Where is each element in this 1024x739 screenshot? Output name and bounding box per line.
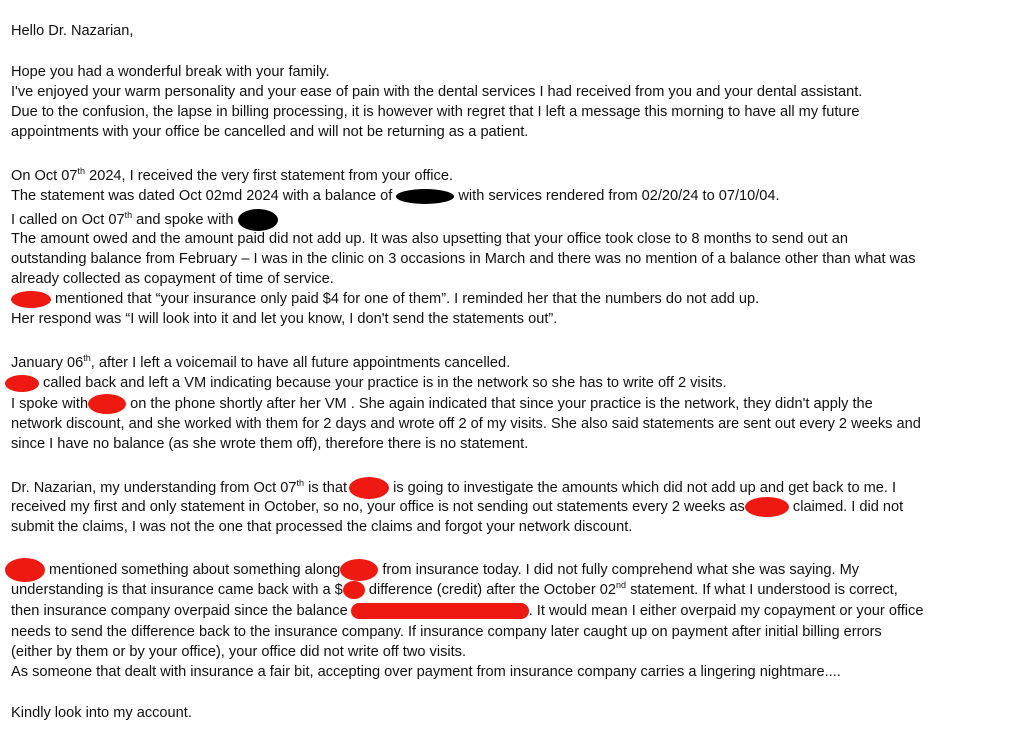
redaction-red <box>349 477 389 499</box>
superscript: th <box>83 353 91 363</box>
text: I called on Oct 07 <box>11 211 125 228</box>
redaction-black <box>238 209 278 231</box>
text: understanding is that insurance came back with a $ <box>11 582 343 598</box>
superscript: th <box>124 209 133 220</box>
redaction-red <box>5 375 39 392</box>
text: is that <box>304 479 348 496</box>
superscript: th <box>296 477 305 488</box>
text: on the phone shortly after her VM . She again indicated that since your practice is the network, they didn't apply the <box>126 396 873 412</box>
paragraph-1-line-3: Due to the confusion, the lapse in billing processing, it is however with regret that I left a message this morning to have all my future <box>11 104 860 120</box>
text: The statement was dated Oct 02md 2024 with a balance of <box>11 188 393 204</box>
text: then insurance company overpaid since the balance <box>11 603 348 619</box>
paragraph-2-line-8: Her respond was “I will look into it and let you know, I don't send the statements out”. <box>11 311 558 327</box>
paragraph-3-line-1 <box>11 353 510 373</box>
paragraph-2-line-4: The amount owed and the amount paid did not add up. It was also upsetting that your office took close to 8 months to send out an <box>11 231 848 247</box>
text: January 06 <box>11 355 84 371</box>
redaction-red <box>88 394 126 414</box>
text: On Oct 07 <box>11 168 78 184</box>
text: I spoke with <box>11 396 89 412</box>
text: received my first and only statement in October, so no, your office is not sending out statements every 2 weeks as <box>11 499 745 515</box>
paragraph-4-line-3: submit the claims, I was not the one that processed the claims and forgot your network discount. <box>11 519 633 535</box>
redaction-red <box>745 497 789 517</box>
text: from insurance today. I did not fully comprehend what she was saying. My <box>378 561 860 578</box>
superscript: nd <box>616 580 627 590</box>
text: mentioned that “your insurance only paid $4 for one of them”. I reminded her that the numbers do not add up. <box>51 291 760 307</box>
paragraph-5-line-6: As someone that dealt with insurance a fair bit, accepting over payment from insurance company carries a lingering nightmare.... <box>11 664 841 680</box>
paragraph-5-line-3 <box>11 601 923 621</box>
redaction-red <box>11 291 51 308</box>
redaction-red <box>5 558 45 582</box>
text: difference (credit) after the October 02 <box>364 582 616 598</box>
text: , after I left a voicemail to have all future appointments cancelled. <box>90 355 511 371</box>
text: with services rendered from 02/20/24 to 07/10/04. <box>454 188 780 204</box>
text: and spoke with <box>132 211 234 228</box>
text: statement. If what I understood is correct, <box>626 582 898 598</box>
redaction-black <box>396 189 454 204</box>
text: Dr. Nazarian, my understanding from Oct 07 <box>11 479 297 496</box>
greeting: Hello Dr. Nazarian, <box>11 23 134 39</box>
paragraph-1-line-2: I've enjoyed your warm personality and your ease of pain with the dental services I had received from you and your dental assistant. <box>11 84 863 100</box>
redaction-red-bar <box>351 603 529 619</box>
paragraph-5-line-5: (either by them or by your office), your office did not write off two visits. <box>11 644 467 660</box>
paragraph-2-line-1 <box>11 166 453 186</box>
redaction-red <box>340 559 378 581</box>
paragraph-1-line-1: Hope you had a wonderful break with your family. <box>11 64 330 80</box>
paragraph-5-line-1 <box>11 558 859 582</box>
closing: Kindly look into my account. <box>11 705 192 721</box>
paragraph-4-line-2 <box>11 497 903 517</box>
paragraph-1-line-4: appointments with your office be cancelled and will not be returning as a patient. <box>11 124 529 140</box>
paragraph-2-line-2 <box>11 186 780 206</box>
text: . It would mean I either overpaid my copayment or your office <box>528 603 924 619</box>
paragraph-4-line-1 <box>11 477 896 499</box>
paragraph-5-line-2 <box>11 580 898 600</box>
paragraph-3-line-3 <box>11 394 873 414</box>
text: claimed. I did not <box>788 499 904 515</box>
paragraph-5-line-4: needs to send the difference back to the insurance company. If insurance company later caught up on payment after initial billing errors <box>11 624 882 640</box>
paragraph-3-line-4: network discount, and she worked with them for 2 days and wrote off 2 of my visits. She also said statements are sent out every 2 weeks and <box>11 416 921 432</box>
text: called back and left a VM indicating because your practice is in the network so she has to write off 2 visits. <box>39 375 727 391</box>
paragraph-2-line-6: already collected as copayment of time of service. <box>11 271 334 287</box>
text: is going to investigate the amounts which did not add up and get back to me. I <box>389 479 897 496</box>
redaction-red <box>343 581 365 599</box>
paragraph-2-line-5: outstanding balance from February – I was in the clinic on 3 occasions in March and there was no mention of a balance other than what was <box>11 251 916 267</box>
paragraph-3-line-5: since I have no balance (as she wrote them off), therefore there is no statement. <box>11 436 529 452</box>
text: 2024, I received the very first statement from your office. <box>85 168 454 184</box>
paragraph-2-line-3 <box>11 209 278 231</box>
superscript: th <box>77 166 86 176</box>
paragraph-3-line-2 <box>11 373 727 393</box>
paragraph-2-line-7 <box>11 289 759 309</box>
text: mentioned something about something along <box>45 561 341 578</box>
